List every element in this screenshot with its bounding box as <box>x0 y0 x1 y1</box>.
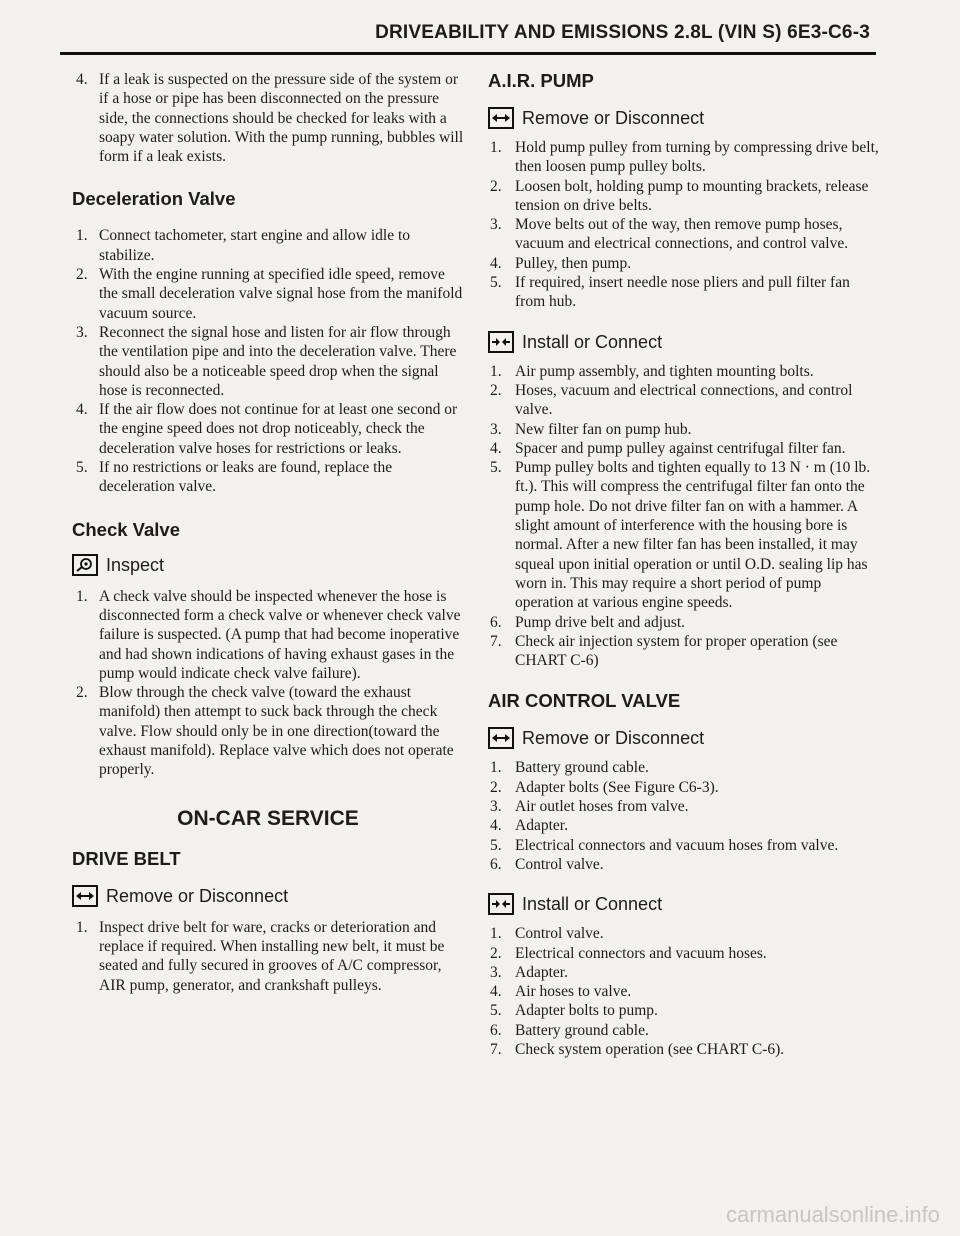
list-item: 2. With the engine running at specified idle speed, remove the small deceleration valve signal hose from the manifold vacuum source. <box>76 266 463 322</box>
list-item: 4. Air hoses to valve. <box>490 983 632 1001</box>
list-item: 2. Adapter bolts (See Figure C6-3). <box>490 778 719 796</box>
list-item: 4. If the air flow does not continue for at least one second or the engine speed does not drop noticeably, check the deceleration valve hoses for restrictions or leaks. <box>76 401 458 457</box>
list-item: 4. Spacer and pump pulley against centrifugal filter fan. <box>490 439 846 457</box>
remove-icon <box>72 885 98 907</box>
list-item: 1. Control valve. <box>490 925 604 943</box>
list-item: 7. Check air injection system for proper operation (see CHART C-6) <box>490 632 838 670</box>
list-item: 1. Air pump assembly, and tighten mounting bolts. <box>490 362 814 380</box>
page-header <box>60 22 876 55</box>
install-icon <box>488 331 514 353</box>
left-column <box>72 70 464 995</box>
air-pump-remove-subheading: Remove or Disconnect <box>488 106 880 130</box>
list-item: 5. If required, insert needle nose pliers and pull filter fan from hub. <box>490 274 850 311</box>
deceleration-valve-heading: Deceleration Valve <box>72 188 236 210</box>
air-pump-install-list <box>488 362 880 671</box>
list-item: 5. If no restrictions or leaks are found, replace the deceleration valve. <box>76 459 393 496</box>
air-control-install-list <box>488 924 880 1059</box>
air-pump-heading: A.I.R. PUMP <box>488 70 594 91</box>
air-control-remove-list <box>488 758 880 874</box>
watermark: carmanualsonline.info <box>725 1202 940 1227</box>
list-item: 3. Air outlet hoses from valve. <box>490 798 689 816</box>
list-item: 4. Adapter. <box>490 817 568 835</box>
list-item: 2. Electrical connectors and vacuum hoses. <box>490 944 767 962</box>
air-pump-remove-list <box>488 138 880 312</box>
list-item: 1. Connect tachometer, start engine and allow idle to stabilize. <box>76 227 410 264</box>
intro-step: 4. If a leak is suspected on the pressure side of the system or if a hose or pipe has been disconnected on the pressure side, the connections should be checked for leaks with a soapy water solution. With the pump running, bubbles will form if a leak exists. <box>76 71 464 166</box>
list-item: 3. New filter fan on pump hub. <box>490 420 692 438</box>
list-item: 6. Pump drive belt and adjust. <box>490 613 686 631</box>
list-item: 3. Adapter. <box>490 963 568 981</box>
list-item: 5. Adapter bolts to pump. <box>490 1002 658 1020</box>
list-item: 2. Hoses, vacuum and electrical connections, and control valve. <box>490 381 853 419</box>
air-pump-install-subheading: Install or Connect <box>488 330 880 354</box>
list-item: 1. Inspect drive belt for ware, cracks or deterioration and replace if required. When installing new belt, it must be seated and fully secured in grooves of A/C compressor, AIR pump, generator, and crankshaft pulleys. <box>76 918 445 994</box>
intro-step-list <box>72 70 464 166</box>
list-item: 6. Control valve. <box>490 855 604 873</box>
list-item: 5. Electrical connectors and vacuum hoses from valve. <box>490 836 839 854</box>
remove-icon <box>488 107 514 129</box>
remove-icon <box>488 727 514 749</box>
list-item: 4. Pulley, then pump. <box>490 254 632 272</box>
list-item: 7. Check system operation (see CHART C-6). <box>490 1040 785 1058</box>
install-icon <box>488 893 514 915</box>
air-control-install-subheading: Install or Connect <box>488 892 880 916</box>
right-column <box>488 70 880 1059</box>
page-title: DRIVEABILITY AND EMISSIONS 2.8L (VIN S) 6E3-C6-3 <box>375 22 870 43</box>
list-item: 5. Pump pulley bolts and tighten equally to 13 N · m (10 lb. ft.). This will compress the centrifugal filter fan onto the pump hole. Do not drive filter fan on with a hammer. A slight amount of interference with the housing bore is normal. After a new filter fan has been installed, it may squeal upon initial operation or until O.D. sealing lip has worn in. This may require a short period of pump operation at various engine speeds. <box>490 459 871 612</box>
inspect-icon <box>72 554 98 576</box>
list-item: 1. Hold pump pulley from turning by compressing drive belt, then loosen pump pulley bolts. <box>490 139 879 176</box>
list-item: 2. Blow through the check valve (toward the exhaust manifold) then attempt to suck back through the check valve. Flow should only be in one direction(toward the exhaust manifold). Replace valve which does not operate properly. <box>76 684 454 779</box>
check-valve-step-list <box>72 587 464 780</box>
inspect-subheading: Inspect <box>72 553 464 577</box>
list-item: 3. Reconnect the signal hose and listen for air flow through the ventilation pipe and into the deceleration valve. There should also be a noticeable speed drop when the signal hose is reconnected. <box>76 323 457 399</box>
list-item: 6. Battery ground cable. <box>490 1021 649 1039</box>
deceleration-step-list <box>72 226 464 496</box>
on-car-service-heading: ON-CAR SERVICE <box>177 806 359 830</box>
air-control-remove-subheading: Remove or Disconnect <box>488 726 880 750</box>
check-valve-heading: Check Valve <box>72 518 180 540</box>
drive-belt-step-list <box>72 918 464 995</box>
list-item: 2. Loosen bolt, holding pump to mounting brackets, release tension on drive belts. <box>490 177 869 214</box>
drive-belt-heading: DRIVE BELT <box>72 847 181 869</box>
list-item: 3. Move belts out of the way, then remove pump hoses, vacuum and electrical connections, and control valve. <box>490 216 849 253</box>
list-item: 1. A check valve should be inspected whenever the hose is disconnected form a check valve or whenever check valve failure is suspected. (A pump that had become inoperative and had shown indications of having exhaust gases in the pump would indicate check valve failure). <box>76 587 461 682</box>
drive-belt-remove-subheading: Remove or Disconnect <box>72 884 464 908</box>
list-item: 1. Battery ground cable. <box>490 759 649 777</box>
air-control-valve-heading: AIR CONTROL VALVE <box>488 690 681 712</box>
